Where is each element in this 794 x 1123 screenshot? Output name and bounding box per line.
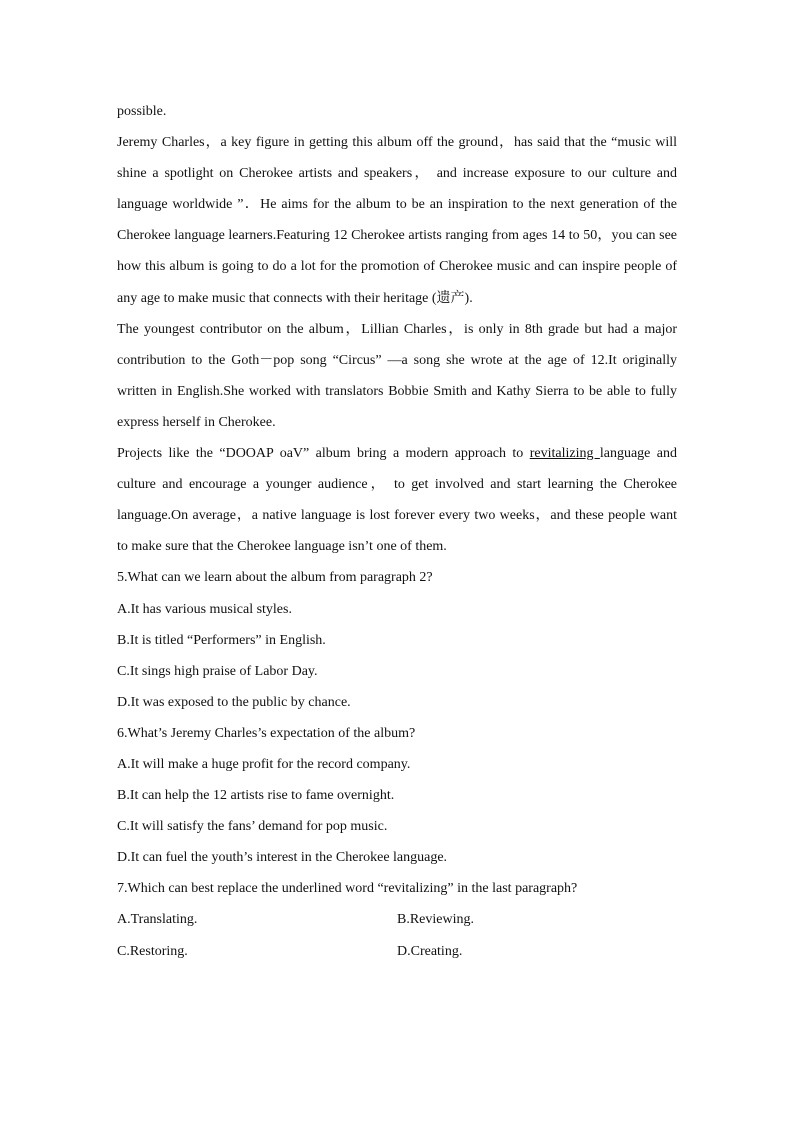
answer-option: C.It will satisfy the fans’ demand for pop music. bbox=[117, 819, 388, 835]
question-stem: 7.Which can best replace the underlined word “revitalizing” in the last paragraph? bbox=[117, 881, 578, 897]
answer-option: A.It will make a huge profit for the record company. bbox=[117, 756, 411, 772]
answer-option: D.It was exposed to the public by chance. bbox=[117, 694, 351, 710]
question-stem: 6.What’s Jeremy Charles’s expectation of the album? bbox=[117, 725, 416, 741]
answer-option: C.It sings high praise of Labor Day. bbox=[117, 663, 318, 679]
answer-options-row bbox=[117, 936, 677, 967]
paragraph-fragment: possible. bbox=[117, 104, 167, 119]
document-page bbox=[117, 96, 677, 967]
answer-option: A.Translating. bbox=[117, 912, 198, 928]
answer-option: B.Reviewing. bbox=[397, 912, 474, 928]
answer-option: C.Restoring. bbox=[117, 943, 188, 959]
answer-option: D.Creating. bbox=[397, 943, 463, 959]
answer-option: D.It can fuel the youth’s interest in the Cherokee language. bbox=[117, 850, 448, 866]
paragraph-jeremy: Jeremy Charles，a key figure in getting this album off the ground，has said that the “music will shine a spotlight on Cherokee artists and speakers， and increase exposure to our culture and language worldwide ”．He aims for the album to be an inspiration to the next generation of the Cherokee language learners.Featuring 12 Cherokee artists ranging from ages 14 to 50，you can see how this album is going to do a lot for the promotion of Cherokee music and can inspire people of any age to make music that connects with their heritage (遗产). bbox=[117, 135, 677, 306]
answer-option: B.It is titled “Performers” in English. bbox=[117, 632, 326, 648]
underlined-word: revitalizing bbox=[529, 446, 600, 462]
answer-option: A.It has various musical styles. bbox=[117, 601, 292, 617]
paragraph-text: language and culture and encourage a younger audience， to get involved and start learning the Cherokee language.On average，a native language is lost forever every two weeks，and these people want to make sure that the Cherokee language isn’t one of them. bbox=[117, 446, 677, 555]
paragraph-projects bbox=[117, 438, 677, 562]
answer-option: B.It can help the 12 artists rise to fame overnight. bbox=[117, 788, 395, 804]
paragraph-lillian: The youngest contributor on the album，Lillian Charles，is only in 8th grade but had a major contribution to the Goth－pop song “Circus” —a song she wrote at the age of 12.It originally written in English.She worked with translators Bobbie Smith and Kathy Sierra to be able to fully express herself in Cherokee. bbox=[117, 321, 677, 430]
question-stem: 5.What can we learn about the album from paragraph 2? bbox=[117, 570, 433, 586]
answer-options-row bbox=[117, 904, 677, 935]
paragraph-text: Projects like the “DOOAP oaV” album bring a modern approach to bbox=[117, 446, 530, 462]
